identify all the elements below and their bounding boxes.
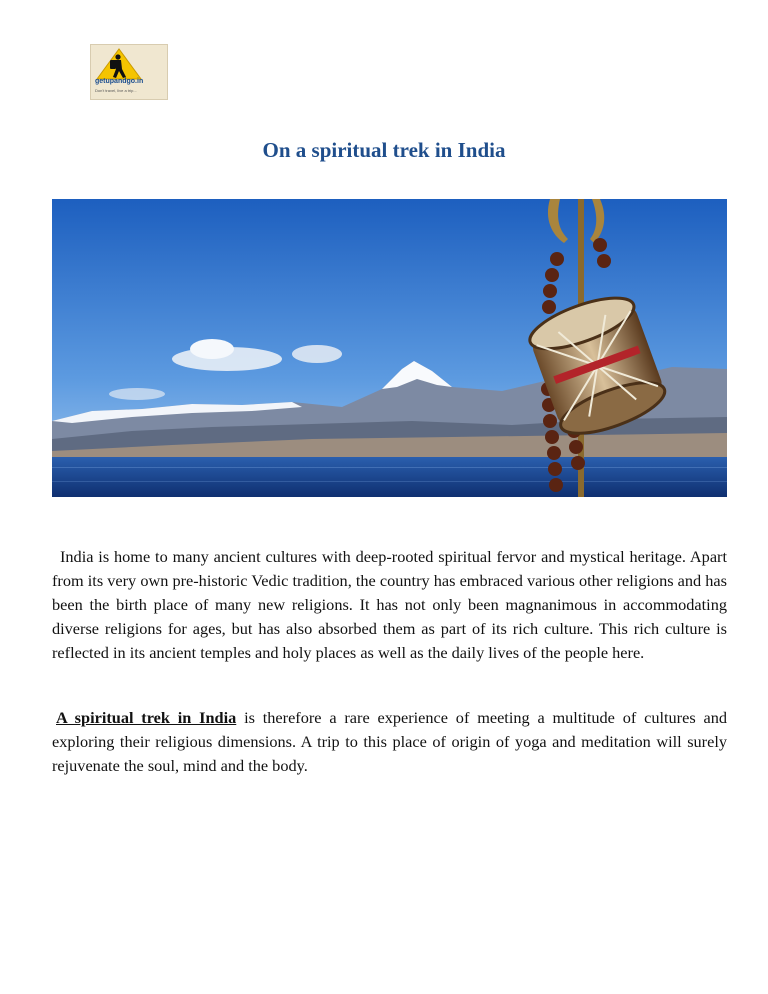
paragraph-trek [52, 706, 727, 778]
page-title: On a spiritual trek in India [262, 138, 506, 162]
logo-text: getupandgo.in [95, 78, 144, 85]
site-logo[interactable] [90, 44, 168, 100]
hero-image [52, 199, 727, 497]
kailash-lake-image [52, 199, 727, 497]
logo-tagline: Don't travel, live a trip... [95, 88, 137, 93]
spiritual-trek-link[interactable]: A spiritual trek in India [56, 708, 237, 727]
paragraph-intro-text: India is home to many ancient cultures with deep-rooted spiritual fervor and mystical heritage. Apart from its very own pre-historic Vedic tradition, the country has embraced various other religions and has been the birth place of many new religions. It has not only been magnanimous in accommodating diverse religions for ages, but has also absorbed them as part of its rich culture. This rich culture is reflected in its ancient temples and holy places as well as the daily lives of the people here. [52, 547, 727, 662]
paragraph-trek-text: is therefore a rare experience of meeting a multitude of cultures and exploring their religious dimensions. A trip to this place of origin of yoga and meditation will surely rejuvenate the soul, mind and the body. [52, 708, 727, 775]
paragraph-intro [52, 545, 727, 665]
